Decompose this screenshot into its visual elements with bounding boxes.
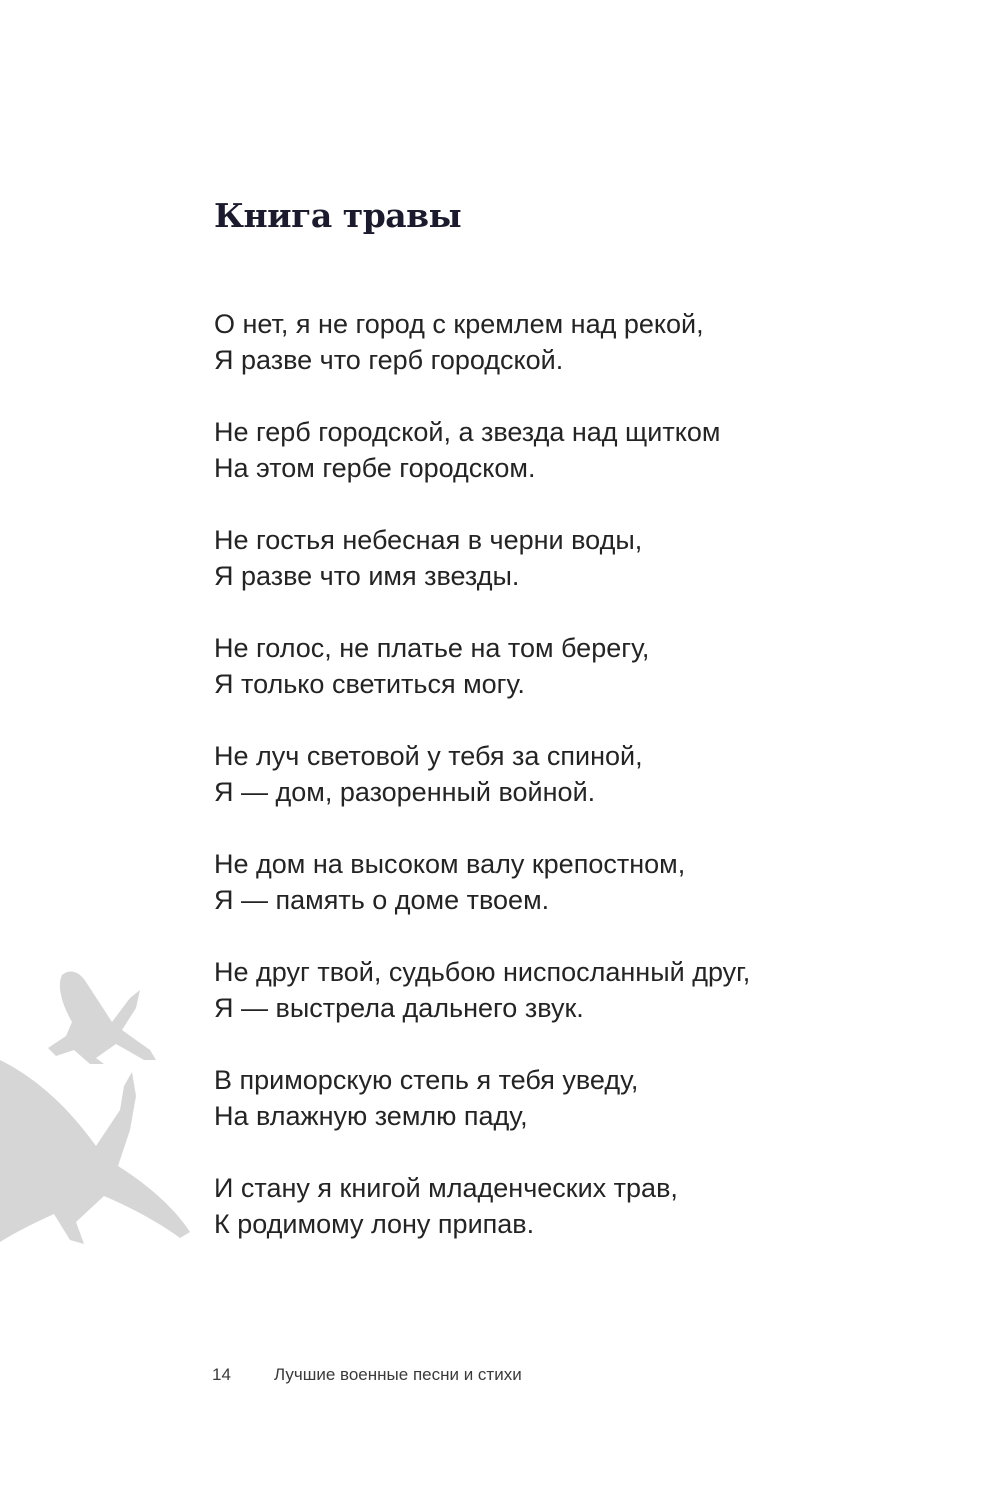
- poem-line: Не голос, не платье на том берегу,: [214, 633, 650, 663]
- poem-line: На этом гербе городском.: [214, 453, 536, 483]
- stanza: [214, 414, 954, 522]
- poem-line: Я разве что имя звезды.: [214, 561, 520, 591]
- poem-line: В приморскую степь я тебя уведу,: [214, 1065, 639, 1095]
- stanza: [214, 1062, 954, 1170]
- poem-line: Я разве что герб городской.: [214, 345, 564, 375]
- poem-line: И стану я книгой младенческих трав,: [214, 1173, 678, 1203]
- stanza: [214, 522, 954, 630]
- running-title: Лучшие военные песни и стихи: [274, 1365, 522, 1384]
- poem-line: Я — память о доме твоем.: [214, 885, 550, 915]
- airplane-large-icon: [0, 1060, 190, 1244]
- airplane-small-icon: [48, 971, 156, 1064]
- poem-line: О нет, я не город с кремлем над рекой,: [214, 309, 704, 339]
- poem-line: Я — выстрела дальнего звук.: [214, 993, 584, 1023]
- stanza: [214, 954, 954, 1062]
- stanza: [214, 306, 954, 414]
- stanza: [214, 738, 954, 846]
- poem-line: Не герб городской, а звезда над щитком: [214, 417, 721, 447]
- poem-line: Я — дом, разоренный войной.: [214, 777, 596, 807]
- poem-line: Не луч световой у тебя за спиной,: [214, 741, 643, 771]
- poem-line: Не гостья небесная в черни воды,: [214, 525, 643, 555]
- poem-line: К родимому лону припав.: [214, 1209, 535, 1239]
- stanza: [214, 1170, 954, 1278]
- poem-line: Не друг твой, судьбою ниспосланный друг,: [214, 957, 751, 987]
- poem-line: На влажную землю паду,: [214, 1101, 528, 1131]
- poem-title: Книга травы: [214, 196, 462, 235]
- stanza: [214, 846, 954, 954]
- page-number: 14: [212, 1365, 231, 1384]
- poem-body: [214, 306, 954, 1278]
- poem-line: Не дом на высоком валу крепостном,: [214, 849, 686, 879]
- poem-line: Я только светиться могу.: [214, 669, 525, 699]
- stanza: [214, 630, 954, 738]
- page-footer: [212, 1365, 522, 1385]
